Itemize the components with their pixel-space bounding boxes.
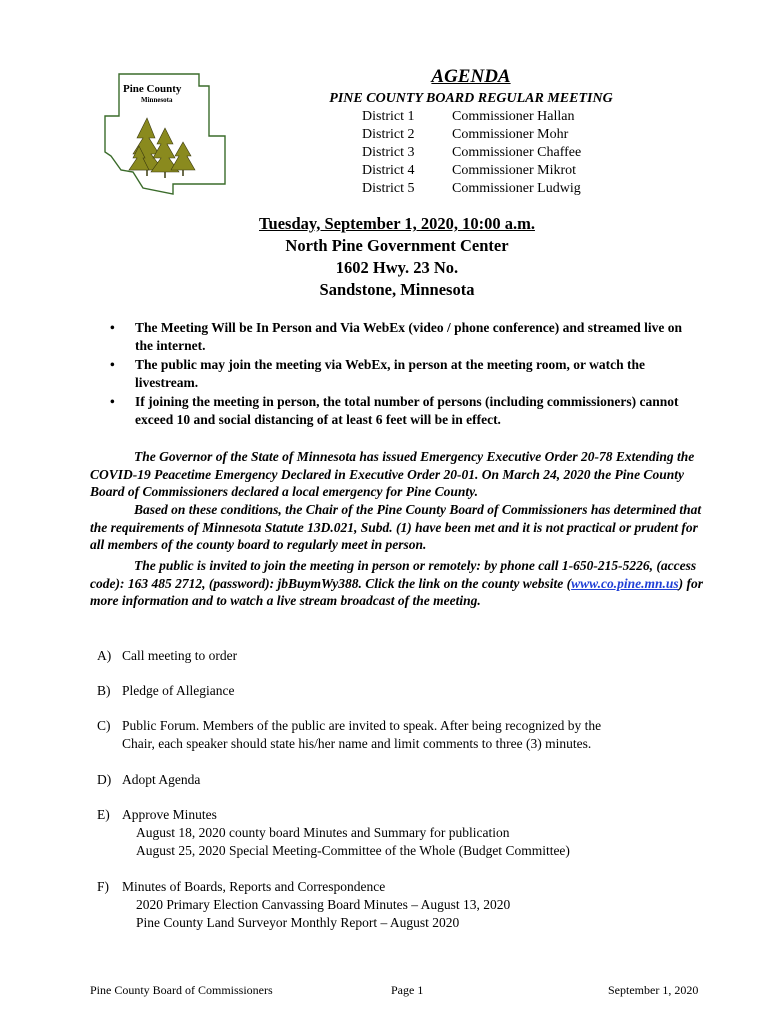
agenda-item-c: C) Public Forum. Members of the public are invited to speak. After being recognized by the Chair, each speaker should state his/her name and limit comments to three (3) minutes. <box>97 718 602 751</box>
meeting-notes <box>110 319 700 430</box>
commissioner-name: Commissioner Mikrot <box>452 163 577 178</box>
sub-item: August 18, 2020 county board Minutes and Summary for publication <box>136 825 510 840</box>
agenda-item-e: E) Approve Minutes August 18, 2020 county board Minutes and Summary for publication August 25, 2020 Special Meeting-Committee of the Whole (Budget Committee) <box>97 806 717 860</box>
page-number: Page 1 <box>391 983 424 997</box>
district-list <box>362 108 581 198</box>
meeting-datetime: Tuesday, September 1, 2020, 10:00 a.m. <box>259 214 535 233</box>
district-label: District 5 <box>362 181 415 196</box>
bullet-icon: • <box>110 394 115 409</box>
district-row <box>362 180 581 198</box>
logo-line2: Minnesota <box>141 96 173 104</box>
district-label: District 4 <box>362 163 415 178</box>
agenda-title: AGENDA <box>431 66 511 87</box>
district-label: District 2 <box>362 127 415 142</box>
district-label: District 3 <box>362 145 415 160</box>
emergency-order-paragraph: The Governor of the State of Minnesota has issued Emergency Executive Order 20-78 Extending the COVID-19 Peacetime Emergency Declared in Executive Order 20-01. On March 24, 2020 the Pine County Board of Commissioners declared a local emergency for Pine County. <box>90 449 695 499</box>
district-row <box>362 108 581 126</box>
commissioner-name: Commissioner Hallan <box>452 109 575 124</box>
list-item: • If joining the meeting in person, the total number of persons (including commissioners) cannot exceed 10 and social distancing of at least 6 feet will be in effect. <box>110 394 679 427</box>
district-row <box>362 162 581 180</box>
agenda-item-f: F) Minutes of Boards, Reports and Correspondence 2020 Primary Election Canvassing Board Minutes – August 13, 2020 Pine County Land Surveyor Monthly Report – August 2020 <box>97 878 717 932</box>
list-item: • The public may join the meeting via WebEx, in person at the meeting room, or watch the livestream. <box>110 357 645 390</box>
district-label: District 1 <box>362 109 415 124</box>
sub-item: Pine County Land Surveyor Monthly Report – August 2020 <box>136 915 460 930</box>
bullet-icon: • <box>110 357 115 372</box>
public-access-paragraph: The public is invited to join the meeting in person or remotely: by phone call 1-650-215-5226, (access code): 163 485 2712, (password): jbBuymWy388. Click the link on the county website (www.co.pine.mn.us) for more information and to watch a live stream broadcast of the meeting. <box>90 558 704 608</box>
meeting-city: Sandstone, Minnesota <box>319 280 475 299</box>
district-row <box>362 126 581 144</box>
sub-item: August 25, 2020 Special Meeting-Committee of the Whole (Budget Committee) <box>136 843 570 858</box>
list-item: • The Meeting Will be In Person and Via WebEx (video / phone conference) and streamed live on the internet. <box>110 320 683 353</box>
agenda-item-a: A) Call meeting to order <box>97 648 238 663</box>
meeting-address: 1602 Hwy. 23 No. <box>335 258 459 277</box>
conditions-paragraph: Based on these conditions, the Chair of the Pine County Board of Commissioners has determined that the requirements of Minnesota Statute 13D.021, Subd. (1) have been met and it is not practical or prudent for all members of the county board to regularly meet in person. <box>90 502 702 552</box>
pine-county-logo <box>103 72 231 198</box>
commissioner-name: Commissioner Ludwig <box>452 181 581 196</box>
commissioner-name: Commissioner Chaffee <box>452 145 582 160</box>
footer-date: September 1, 2020 <box>608 983 699 997</box>
county-website-link[interactable]: www.co.pine.mn.us <box>571 575 679 591</box>
logo-line1: Pine County <box>123 83 182 95</box>
footer-left: Pine County Board of Commissioners <box>90 983 273 997</box>
agenda-item-b: B) Pledge of Allegiance <box>97 683 235 698</box>
agenda-item-d: D) Adopt Agenda <box>97 772 201 787</box>
district-row <box>362 144 581 162</box>
bullet-icon: • <box>110 320 115 335</box>
commissioner-name: Commissioner Mohr <box>452 127 569 142</box>
meeting-venue: North Pine Government Center <box>285 236 509 255</box>
sub-item: 2020 Primary Election Canvassing Board Minutes – August 13, 2020 <box>136 897 511 912</box>
meeting-type: PINE COUNTY BOARD REGULAR MEETING <box>329 91 613 106</box>
